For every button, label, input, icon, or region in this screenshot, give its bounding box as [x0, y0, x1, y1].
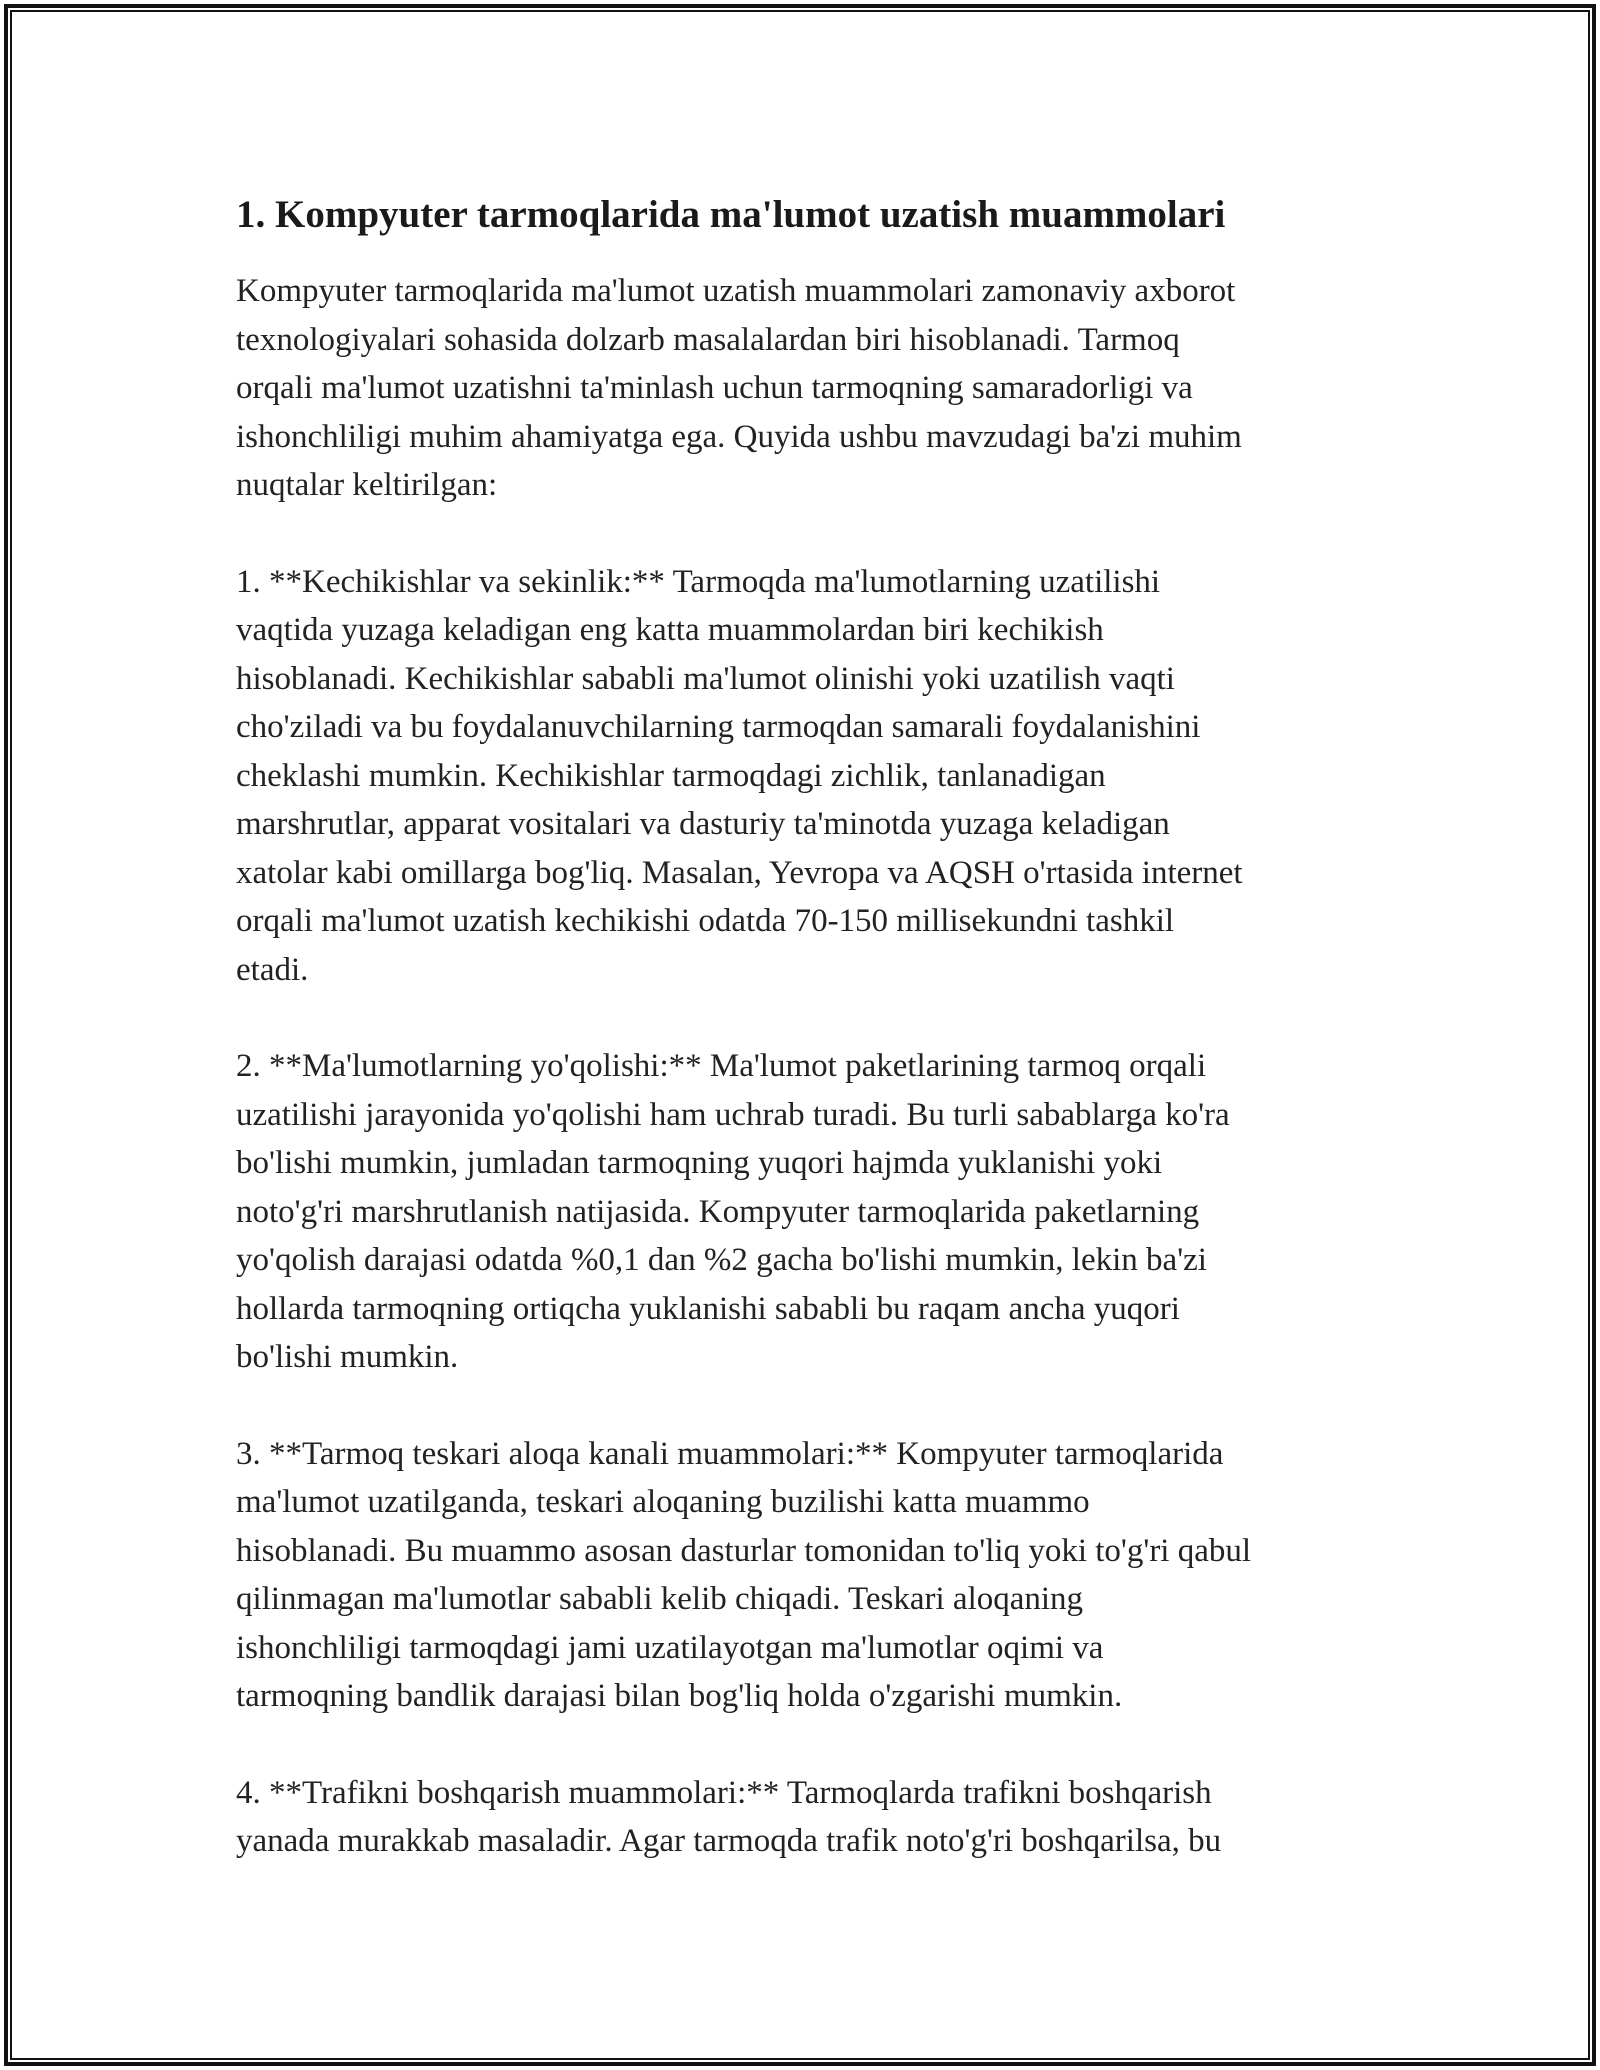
text-line: xatolar kabi omillarga bog'liq. Masalan, Yevropa va AQSH o'rtasida internet: [236, 854, 1243, 891]
point-4-paragraph: [236, 1769, 1376, 1866]
text-line: hisoblanadi. Kechikishlar sababli ma'lumot olinishi yoki uzatilish vaqti: [236, 660, 1175, 697]
text-line: cho'ziladi va bu foydalanuvchilarning tarmoqdan samarali foydalanishini: [236, 709, 1201, 745]
text-line: nuqtalar keltirilgan:: [236, 467, 498, 503]
document-title: 1. Kompyuter tarmoqlarida ma'lumot uzatish muammolari: [236, 193, 1226, 236]
text-line: bo'lishi mumkin.: [236, 1339, 459, 1375]
text-line: qilinmagan ma'lumotlar sababli kelib chiqadi. Teskari aloqaning: [236, 1581, 1084, 1617]
text-line: 1. **Kechikishlar va sekinlik:** Tarmoqda ma'lumotlarning uzatilishi: [236, 563, 1161, 600]
document-body: [236, 185, 1376, 1914]
text-line: marshrutlar, apparat vositalari va dasturiy ta'minotda yuzaga keladigan: [236, 806, 1170, 842]
point-1-paragraph: [236, 558, 1376, 995]
text-line: noto'g'ri marshrutlanish natijasida. Kompyuter tarmoqlarida paketlarning: [236, 1193, 1200, 1230]
text-line: etadi.: [236, 951, 309, 988]
text-line: texnologiyalari sohasida dolzarb masalalardan biri hisoblanadi. Tarmoq: [236, 321, 1180, 358]
point-3-paragraph: [236, 1430, 1376, 1721]
text-line: Kompyuter tarmoqlarida ma'lumot uzatish muammolari zamonaviy axborot: [236, 273, 1236, 309]
text-line: 4. **Trafikni boshqarish muammolari:** Tarmoqlarda trafikni boshqarish: [236, 1774, 1212, 1811]
text-line: 2. **Ma'lumotlarning yo'qolishi:** Ma'lumot paketlarining tarmoq orqali: [236, 1048, 1207, 1084]
text-line: vaqtida yuzaga keladigan eng katta muammolardan biri kechikish: [236, 612, 1104, 648]
text-line: orqali ma'lumot uzatishni ta'minlash uchun tarmoqning samaradorligi va: [236, 370, 1193, 406]
text-line: ishonchliligi muhim ahamiyatga ega. Quyida ushbu mavzudagi ba'zi muhim: [236, 418, 1242, 455]
text-line: bo'lishi mumkin, jumladan tarmoqning yuqori hajmda yuklanishi yoki: [236, 1145, 1163, 1181]
text-line: yanada murakkab masaladir. Agar tarmoqda trafik noto'g'ri boshqarilsa, bu: [236, 1823, 1222, 1859]
point-2-paragraph: [236, 1042, 1376, 1382]
text-line: ishonchliligi tarmoqdagi jami uzatilayotgan ma'lumotlar oqimi va: [236, 1629, 1104, 1666]
text-line: cheklashi mumkin. Kechikishlar tarmoqdagi zichlik, tanlanadigan: [236, 757, 1106, 794]
intro-paragraph: [236, 267, 1376, 510]
text-line: uzatilishi jarayonida yo'qolishi ham uchrab turadi. Bu turli sabablarga ko'ra: [236, 1096, 1230, 1133]
text-line: hollarda tarmoqning ortiqcha yuklanishi sababli bu raqam ancha yuqori: [236, 1290, 1180, 1327]
text-line: tarmoqning bandlik darajasi bilan bog'liq holda o'zgarishi mumkin.: [236, 1678, 1123, 1714]
text-line: orqali ma'lumot uzatish kechikishi odatda 70-150 millisekundni tashkil: [236, 903, 1175, 939]
text-line: 3. **Tarmoq teskari aloqa kanali muammolari:** Kompyuter tarmoqlarida: [236, 1435, 1224, 1472]
text-line: yo'qolish darajasi odatda %0,1 dan %2 gacha bo'lishi mumkin, lekin ba'zi: [236, 1242, 1207, 1278]
text-line: ma'lumot uzatilganda, teskari aloqaning buzilishi katta muammo: [236, 1484, 1090, 1520]
text-line: hisoblanadi. Bu muammo asosan dasturlar tomonidan to'liq yoki to'g'ri qabul: [236, 1532, 1252, 1569]
